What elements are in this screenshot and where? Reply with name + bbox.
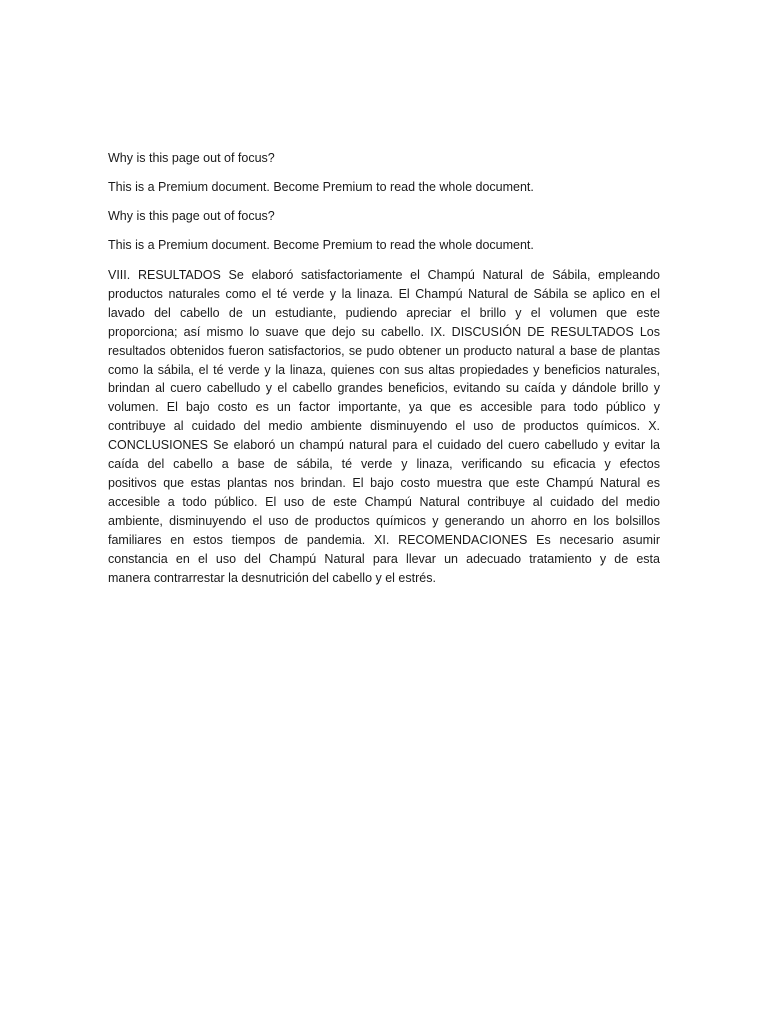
- premium-notice: This is a Premium document. Become Premium to read the whole document.: [108, 238, 534, 252]
- body-line: ambiente, disminuyendo el uso de productos químicos y generando un ahorro en los bolsillos: [108, 513, 660, 528]
- body-line: brindan al cuero cabelludo y el cabello grandes beneficios, evitando su caída y dándole brillo y: [108, 381, 660, 396]
- body-line: CONCLUSIONES Se elaboró un champú natural para el cuidado del cuero cabelludo y evitar la: [108, 438, 660, 453]
- body-line: positivos que estas plantas nos brindan. El bajo costo muestra que este Champú Natural es: [108, 475, 660, 490]
- focus-question: Why is this page out of focus?: [108, 151, 275, 165]
- body-line: proporciona; así mismo lo suave que dejo su cabello. IX. DISCUSIÓN DE RESULTADOS Los: [108, 324, 660, 339]
- body-line: VIII. RESULTADOS Se elaboró satisfactoriamente el Champú Natural de Sábila, empleando: [108, 268, 660, 282]
- body-line: productos naturales como el té verde y la linaza. El Champú Natural de Sábila se aplico en el: [108, 286, 660, 301]
- document-body: [108, 266, 660, 587]
- body-line: resultados obtenidos fueron satisfactorios, se pudo obtener un producto natural a base de plantas: [108, 343, 660, 358]
- body-line: accesible a todo público. El uso de este Champú Natural contribuye al cuidado del medio: [108, 494, 660, 509]
- body-line: manera contrarrestar la desnutrición del cabello y el estrés.: [108, 570, 436, 585]
- body-line: caída del cabello a base de sábila, té verde y linaza, verificando su eficacia y efectos: [108, 457, 660, 472]
- document-page: [108, 150, 660, 587]
- body-line: como la sábila, el té verde y la linaza, quienes con sus altas propiedades y beneficios naturales,: [108, 362, 660, 377]
- body-line: lavado del cabello de un estudiante, pudiendo apreciar el brillo y el volumen que este: [108, 305, 660, 320]
- focus-question: Why is this page out of focus?: [108, 209, 275, 223]
- body-line: constancia en el uso del Champú Natural para llevar un adecuado tratamiento y de esta: [108, 551, 660, 566]
- body-line: familiares en estos tiempos de pandemia. XI. RECOMENDACIONES Es necesario asumir: [108, 532, 660, 547]
- body-line: contribuye al cuidado del medio ambiente disminuyendo el uso de productos químicos. X.: [108, 419, 660, 434]
- premium-notice: This is a Premium document. Become Premium to read the whole document.: [108, 180, 534, 194]
- body-line: volumen. El bajo costo es un factor importante, ya que es accesible para todo público y: [108, 400, 660, 415]
